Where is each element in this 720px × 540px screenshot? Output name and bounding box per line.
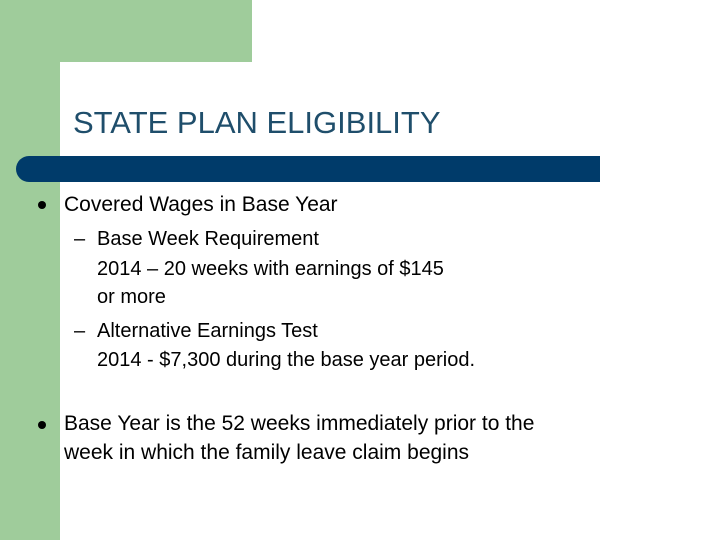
content-corner-curve: [60, 62, 100, 102]
accent-green-left-band: [0, 0, 60, 540]
sub-item-1-line-3: or more: [97, 286, 166, 308]
sub-bullet-marker-1: –: [74, 228, 86, 250]
bullet-2-line-2: week in which the family leave claim begins: [64, 441, 470, 464]
slide-title: STATE PLAN ELIGIBILITY: [73, 105, 441, 140]
bullet-2-line-1: Base Year is the 52 weeks immediately prior to the: [64, 412, 535, 435]
bullet-marker-1: [38, 201, 46, 209]
bullet-marker-2: [38, 421, 46, 429]
sub-item-1-line-2: 2014 – 20 weeks with earnings of $145: [97, 258, 444, 280]
sub-item-1-line-1: Base Week Requirement: [97, 228, 319, 250]
sub-bullet-marker-2: –: [74, 320, 86, 342]
sub-item-2-line-2: 2014 - $7,300 during the base year period.: [97, 349, 476, 371]
accent-green-top-band: [0, 0, 252, 62]
sub-item-2-line-1: Alternative Earnings Test: [97, 320, 318, 342]
title-underline-bar: [16, 156, 600, 182]
bullet-1-text: Covered Wages in Base Year: [64, 193, 338, 216]
